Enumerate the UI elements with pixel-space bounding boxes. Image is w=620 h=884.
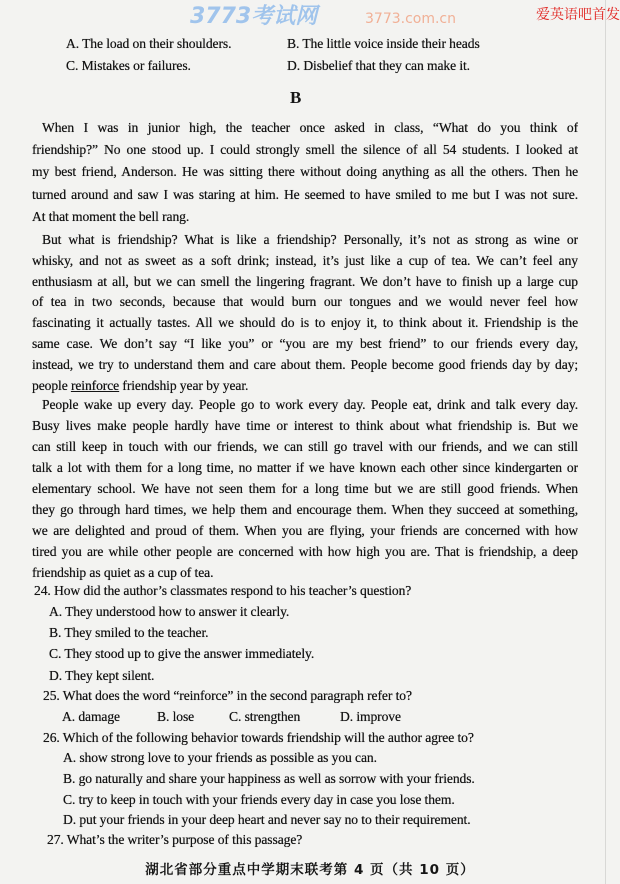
watermark-top-right: 爱英语吧首发 — [536, 7, 620, 23]
answer-option: B. go naturally and share your happiness as well as sorrow with your friends. — [63, 771, 475, 786]
answer-option: B. lose — [157, 709, 195, 724]
answer-option: A. show strong love to your friends as possible as you can. — [63, 750, 377, 765]
question-stem: 26. Which of the following behavior towards friendship will the author agree to? — [43, 730, 474, 745]
option-prev: C. Mistakes or failures. — [66, 58, 191, 73]
paragraph-line: When I was in junior high, the teacher once asked in class, “What do you think of — [42, 120, 578, 135]
paragraph-line: elementary school. We have not seen them for a long time but we are still good friends. When — [32, 481, 578, 496]
paragraph-line: instead, we try to understand them and care about them. People become good friends day by day; — [32, 356, 578, 372]
section-heading: B — [290, 88, 302, 107]
paragraph-line: we are delighted and proud of them. When you are flying, your friends are concerned with how — [32, 523, 578, 538]
paragraph-line: talk a lot with them for a long time, no matter if we have known each other since kindergarten or — [32, 460, 578, 475]
paragraph-line: people reinforce friendship year by year. — [32, 377, 249, 393]
page-footer: 湖北省部分重点中学期末联考第 4 页（共 10 页） — [145, 862, 475, 878]
paragraph-line: But what is friendship? What is like a friendship? Personally, it’s not as strong as wine or — [42, 232, 578, 247]
question-stem: 24. How did the author’s classmates respond to his teacher’s question? — [34, 583, 412, 598]
paragraph-line: whisky, and not as sweet as a soft drink; instead, it’s just like a cup of tea. We can’t feel any — [32, 252, 578, 268]
watermark-center: 3773考试网 — [190, 4, 318, 29]
answer-option: A. damage — [62, 709, 120, 724]
option-prev: A. The load on their shoulders. — [66, 36, 232, 51]
paragraph-line: they go through hard times, we help them and encourage them. When they succeed at something, — [32, 502, 578, 517]
paragraph-line: can still keep in touch with our friends, we can still go travel with our friends, and we can still — [32, 439, 578, 454]
paragraph-line: friendship as quiet as a cup of tea. — [32, 565, 214, 580]
paragraph-line: fascinating it actually tastes. All we should do is to enjoy it, to think about it. Friendship is the — [32, 315, 578, 331]
paragraph-line: People wake up every day. People go to work every day. People eat, drink and talk every day. — [42, 397, 578, 412]
page-edge — [605, 0, 606, 884]
paragraph-line: my best friend, Anderson. He was sitting there without doing anything as all the others. Then he — [32, 164, 578, 180]
paragraph-line: tired you are while other people are concerned with how high you are. That is friendship, a deep — [32, 544, 578, 559]
paragraph-line: turned around and saw I was staring at him. He seemed to have smiled to me but I was not sure. — [32, 186, 578, 202]
underlined-word: reinforce — [70, 377, 120, 393]
paragraph-line: of tea in two seconds, because that would burn our tongues and we would never feel how — [32, 294, 578, 310]
question-stem: 27. What’s the writer’s purpose of this passage? — [47, 832, 303, 847]
watermark-center-url: 3773.com.cn — [365, 11, 456, 27]
paragraph-line: same case. We don’t say “I like you” or “you are my best friend” to our friends every day, — [32, 336, 578, 351]
paragraph-line: enthusiasm at all, but we can smell the lingering fragrant. We don’t have to finish up a large cup — [32, 273, 578, 289]
option-prev: D. Disbelief that they can make it. — [287, 58, 470, 73]
answer-option: D. improve — [340, 709, 401, 724]
answer-option: D. They kept silent. — [49, 668, 155, 683]
answer-option: C. strengthen — [229, 709, 301, 724]
question-stem: 25. What does the word “reinforce” in the second paragraph refer to? — [43, 688, 412, 703]
answer-option: B. They smiled to the teacher. — [49, 625, 209, 640]
answer-option: D. put your friends in your deep heart and never say no to their requirement. — [63, 812, 471, 827]
paragraph-line: At that moment the bell rang. — [32, 208, 190, 224]
option-prev: B. The little voice inside their heads — [287, 36, 480, 51]
answer-option: C. try to keep in touch with your friends every day in case you lose them. — [63, 792, 455, 807]
paragraph-line: friendship?” No one stood up. I could strongly smell the silence of all 54 students. I looked at — [32, 142, 578, 158]
answer-option: C. They stood up to give the answer immediately. — [49, 646, 315, 661]
paragraph-line: Busy lives make people hardly have time or interest to think about what friendship is. But we — [32, 418, 578, 433]
answer-option: A. They understood how to answer it clearly. — [49, 604, 290, 619]
